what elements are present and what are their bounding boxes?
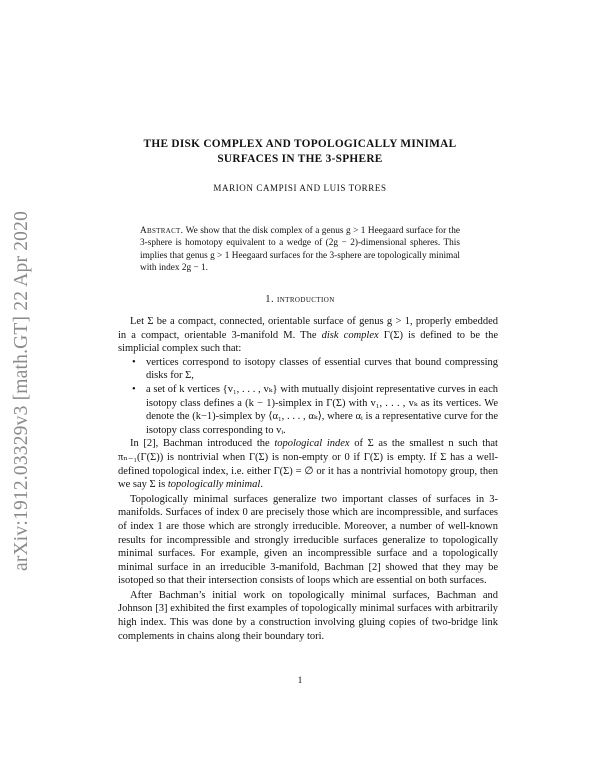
- paragraph-3: Topologically minimal surfaces generalize two important classes of surfaces in 3-manifolds. Surfaces of index 0 are precisely those which are incompressible, and surfaces of index 1 are those which are strongly irreducible. Moreover, a number of well-known results for incompressible and strongly irreducible surfaces generalize to topologically minimal surfaces. For example, given an incompressible surface and a topologically minimal surface in an irreducible 3-manifold, Bachman [2] showed that they may be isotoped so that their intersection consists of loops which are essential on both surfaces.: [118, 493, 498, 587]
- paragraph-1: [118, 315, 498, 356]
- paragraph-2-text-c: .: [260, 479, 263, 491]
- title-line-1: THE DISK COMPLEX AND TOPOLOGICALLY MINIMAL: [143, 138, 457, 150]
- introduction-body: [118, 315, 498, 643]
- abstract-text: We show that the disk complex of a genus g > 1 Heegaard surface for the 3-sphere is homotopy equivalent to a wedge of (2g − 2)-dimensional spheres. This implies that genus g > 1 Heegaard surfaces for the 3-sphere are topologically minimal with index 2g − 1.: [140, 226, 460, 274]
- list-item: • a set of k vertices {v₁, . . . , vₖ} with mutually disjoint representative curves in each isotopy class defines a (k − 1)-simplex in Γ(Σ) with v₁, . . . , vₖ as its vertices. We denote the (k−1)-simplex by ⟨α₁, . . . , αₖ⟩, where αᵢ is a representative curve for the isotopy class corresponding to vᵢ.: [146, 383, 498, 437]
- paragraph-1-text-a: Let Σ be a compact, connected, orientable surface of genus g > 1, properly embedded in a compact, orientable 3-manifold M. The: [118, 316, 498, 341]
- term-disk-complex: disk complex: [321, 329, 379, 341]
- definition-list: [118, 356, 498, 438]
- abstract-label: Abstract.: [140, 226, 184, 236]
- arxiv-identifier: arXiv:1912.03329v3 [math.GT] 22 Apr 2020: [11, 210, 33, 572]
- paragraph-2-text-b: of Σ as the smallest n such that πₙ₋₁(Γ(Σ)) is nontrivial when Γ(Σ) is non-empty or 0 if Γ(Σ) is empty. If Σ has a well-defined topological index, i.e. either Γ(Σ) = ∅ or it has a nontrivial homotopy group, then we say Σ is: [118, 438, 498, 491]
- arxiv-identifier-sidebar: [4, 196, 40, 586]
- paragraph-4: After Bachman’s initial work on topologically minimal surfaces, Bachman and Johnson [3] exhibited the first examples of topologically minimal surfaces with arbitrarily high index. This was done by a construction involving gluing copies of two-bridge link complements in chains along their boundary tori.: [118, 589, 498, 642]
- title-line-2: SURFACES IN THE 3-SPHERE: [217, 153, 383, 165]
- list-item: • vertices correspond to isotopy classes of essential curves that bound compressing disks for Σ,: [146, 356, 498, 383]
- paragraph-2-text-a: In [2], Bachman introduced the: [130, 438, 275, 450]
- authors: MARION CAMPISI AND LUIS TORRES: [213, 183, 387, 193]
- term-topological-index: topological index: [274, 438, 350, 450]
- section-heading: 1. introduction: [265, 294, 335, 305]
- paper-title: [100, 137, 500, 167]
- abstract: [140, 225, 460, 275]
- paragraph-2: [118, 437, 498, 491]
- paragraph-1-text-b: Γ(Σ) is defined to be the simplicial complex such that:: [118, 329, 498, 355]
- term-topologically-minimal: topologically minimal: [167, 479, 261, 491]
- page-number: 1: [297, 676, 303, 686]
